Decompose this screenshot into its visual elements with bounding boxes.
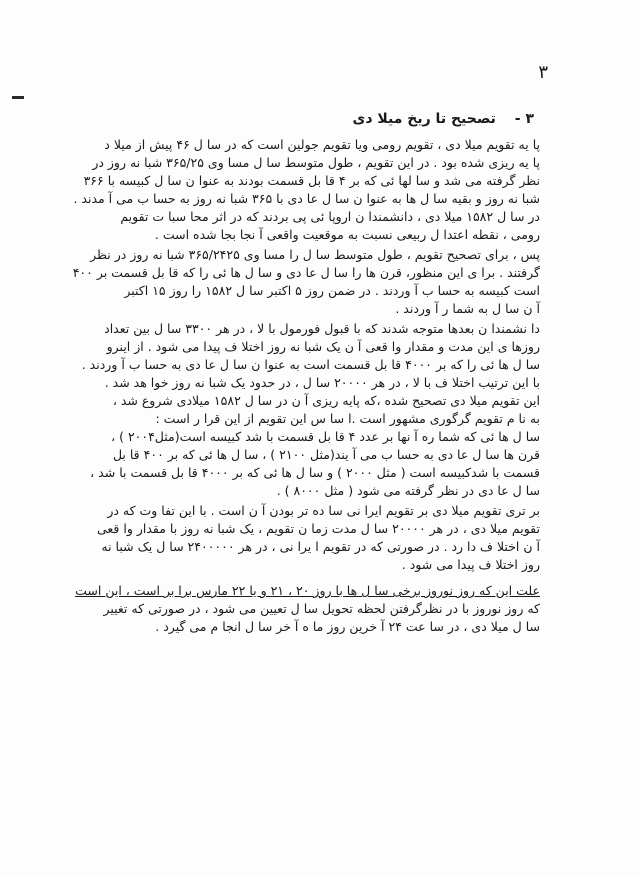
paragraph-5 (96, 502, 540, 574)
text-line: قرن ها سا ل عا دی به حسا ب می آ یند(مثل ۲۱۰۰ ) ، سا ل ها ئی که بر ۴۰۰ قا بل (112, 447, 540, 462)
text-line-underlined: علت این که روز نوروز برخی سا ل ها با روز ۲۰ ، ۲۱ و یا ۲۲ مارس برا بر است ، این است (75, 583, 540, 598)
text-line: بر تری تقویم میلا دی بر تقویم ایرا نی سا ده تر بودن آ ن است . با این تفا وت که در (107, 503, 540, 518)
section-title: تصحیح تا ریخ میلا دی (352, 111, 496, 127)
text-line: پا یه تقویم میلا دی ، تقویم رومی ویا تقویم جولین است که در سا ل ۴۶ پیش از میلا د (104, 137, 540, 152)
scan-edge-mark (12, 96, 24, 99)
paragraph-3 (81, 320, 540, 392)
text-line: دا نشمندا ن بعدها متوجه شدند که با قبول فورمول با لا ، در هر ۳۳۰۰ سا ل بین تعداد (104, 321, 540, 336)
text-line: که روز نوروز با در نظرگرفتن لحظه تحویل سا ل تعیین می شود ، در صورتی که تغییر (103, 601, 540, 616)
text-line: پا یه ریزی شده بود . در این تقویم ، طول متوسط سا ل مسا وی ۳۶۵/۲۵ شبا نه روز در (92, 155, 540, 170)
text-line: رومی ، نقطه اعتدا ل ربیعی نسبت به موقعیت واقعی آ نجا بجا شده است . (154, 227, 540, 242)
section-number: ۳ - (514, 111, 534, 127)
document-body (72, 108, 540, 636)
text-line: آ ن اختلا ف دا رد . در صورتی که در تقویم ا یرا نی ، در هر ۲۴۰۰۰۰۰ سا ل یک شبا نه (101, 539, 540, 554)
text-line: نظر گرفته می شد و سا لها ئی که بر ۴ قا بل قسمت بودند به عنوا ن سا ل کبیسه با ۳۶۶ (83, 173, 540, 188)
text-line: در سا ل ۱۵۸۲ میلا دی ، دانشمندا ن اروپا ئی پی بردند که در اثر محا سبا ت تقویم (120, 209, 540, 224)
text-line: تقویم میلا دی ، در هر ۲۰۰۰۰ سا ل مدت زما ن تقویم ، یک شبا نه روز با مقدار وا قعی (96, 521, 540, 536)
page-number: ۳ (538, 62, 548, 83)
text-line: گرفتند . برا ی این منظور، قرن ها را سا ل عا دی و سا ل ها ئی را که قا بل قسمت بر ۴۰۰ (72, 265, 540, 280)
paragraph-4 (90, 392, 540, 500)
paragraph-2 (72, 246, 540, 318)
paragraph-1 (73, 136, 540, 244)
text-line: با این ترتیب اختلا ف با لا ، در هر ۲۰۰۰۰ سا ل ، در حدود یک شبا نه روز خوا هد شد . (104, 375, 540, 390)
text-line: آ ن سا ل به شما ر آ وردند . (395, 301, 540, 316)
text-line: روزها ی این مدت و مقدار وا قعی آ ن یک شبا نه روز اختلا ف پیدا می شود . از اینرو (106, 339, 540, 354)
paragraph-6 (75, 582, 540, 636)
text-line: روز اختلا ف پیدا می شود . (401, 557, 540, 572)
text-line: سا ل ها ئی که شما ره آ نها بر عدد ۴ قا بل قسمت با شد کبیسه است(مثل۲۰۰۴ ) ، (111, 429, 540, 444)
text-line: شبا نه روز و بقیه سا ل ها به عنوا ن سا ل عا دی با ۳۶۵ شبا نه روز به حسا ب می آ مدند . (73, 191, 540, 206)
text-line: پس ، برای تصحیح تقویم ، طول متوسط سا ل را مسا وی ۳۶۵/۲۴۲۵ شبا نه روز در نظر (90, 247, 540, 262)
text-line: است کبیسه به حسا ب آ وردند . در ضمن روز ۵ اکتبر سا ل ۱۵۸۲ را روز ۱۵ اکتبر (124, 283, 540, 298)
text-line: این تقویم میلا دی تصحیح شده ،که پایه ریزی آ ن در سا ل ۱۵۸۲ میلادی شروع شد ، (112, 393, 540, 408)
text-line: به نا م تقویم گرگوری مشهور است .ا سا س این تقویم از این قرا ر است : (155, 411, 540, 426)
text-line: سا ل ها ئی را که بر ۴۰۰۰ قا بل قسمت است به عنوا ن سا ل عا دی به حسا ب آ وردند . (81, 357, 540, 372)
section-heading (96, 108, 540, 130)
text-line: قسمت با شدکبیسه است ( مثل ۲۰۰۰ ) و سا ل ها ئی که بر ۴۰۰۰ قا بل قسمت با شد ، (90, 465, 540, 480)
text-line: سا ل عا دی در نظر گرفته می شود ( مثل ۸۰۰۰ ) . (276, 483, 540, 498)
text-line: سا ل میلا دی ، در سا عت ۲۴ آ خرین روز ما ه آ خر سا ل انجا م می گیرد . (155, 619, 540, 634)
